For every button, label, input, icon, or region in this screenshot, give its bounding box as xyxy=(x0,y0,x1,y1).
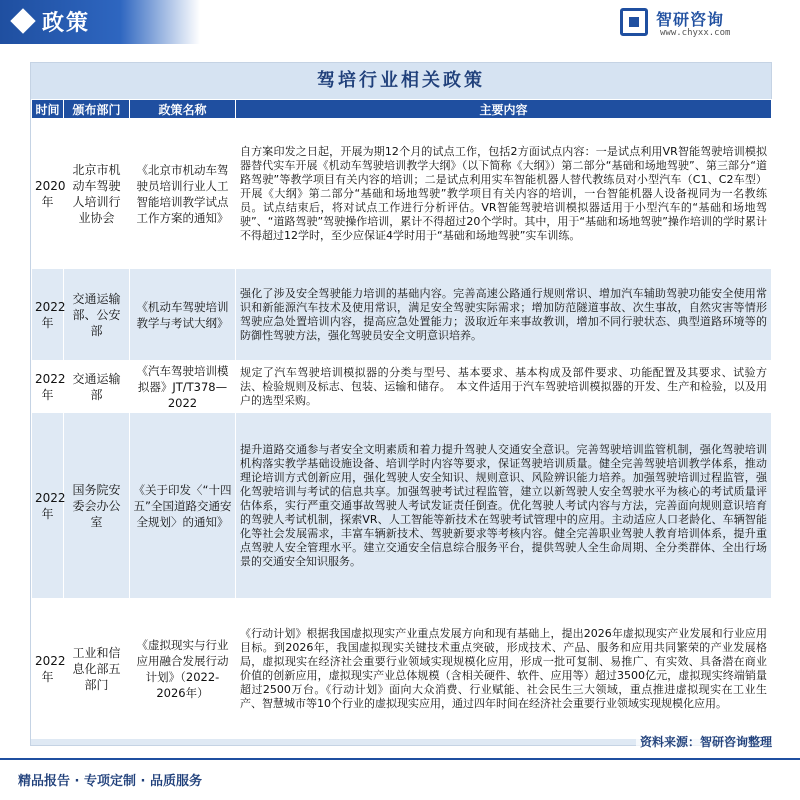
row-content: 规定了汽车驾驶培训模拟器的分类与型号、基本要求、基本构成及部件要求、功能配置及其要求、试验方法、检验规则及标志、包装、运输和储存。 本文件适用于汽车驾驶培训模拟器的开发、生产和检验，以及用户的选型采购。 xyxy=(236,361,772,413)
header-band xyxy=(0,0,200,44)
row-year: 2022年 xyxy=(32,413,64,599)
row-policy: 《机动车驾驶培训教学与考试大纲》 xyxy=(130,269,236,361)
page-footer xyxy=(0,735,800,800)
table-title: 驾培行业相关政策 xyxy=(31,63,771,99)
row-policy: 《虚拟现实与行业应用融合发展行动计划》（2022-2026年） xyxy=(130,599,236,739)
footer-tagline: 精品报告 · 专项定制 · 品质服务 xyxy=(18,774,202,789)
header-content: 主要内容 xyxy=(236,100,772,119)
page-header xyxy=(0,0,800,44)
row-content: 提升道路交通参与者安全文明素质和着力提升驾驶人交通安全意识。完善驾驶培训监管机制，强化驾驶培训机构落实教学基础设施设备、培训学时内容等要求，保证驾驶培训质量。健全完善驾驶培训教学体系，推动理论培训方式创新应用，强化驾驶人安全知识、规则意识、风险辨识能力培养。加强驾驶培训过程监管，强化驾驶培训与考试的信息共享。加强驾驶考试过程监管，建立以新驾驶人安全驾驶水平为核心的考试质量评估体系，实行严重交通事故驾驶人考试发证责任倒查。优化驾驶人考试内容与方法，完善面向规则意识培育的驾驶人考试机制，探索VR、人工智能等新技术在驾驶考试管理中的应用。主动适应人口老龄化、车辆智能化等社会发展需求，丰富车辆新技术、驾驶新要求等考核内容。健全完善职业驾驶人教育培训体系，提升重点驾驶人安全管理水平。建立交通安全信息综合服务平台，提供驾驶人全生命周期、全分类群体、全出行场景的交通安全知识服务。 xyxy=(236,413,772,599)
logo-name: 智研咨询 xyxy=(656,10,725,29)
header-year: 时间 xyxy=(32,100,64,119)
row-dept: 交通运输部、公安部 xyxy=(64,269,130,361)
table-row xyxy=(32,413,772,599)
table-row xyxy=(32,119,772,269)
row-content: 《行动计划》根据我国虚拟现实产业重点发展方向和现有基础上，提出2026年虚拟现实产业发展和行业应用目标。到2026年，我国虚拟现实关键技术重点突破，形成技术、产品、服务和应用共同繁荣的产业发展格局，虚拟现实在经济社会重要行业领域实现规模化应用，形成一批可复制、易推广、有实效、具备潜在商业价值的创新应用，虚拟现实产业总体规模（含相关硬件、软件、应用等）超过3500亿元，虚拟现实终端销量超过2500万台。《行动计划》面向大众消费、行业赋能、社会民生三大领域，重点推进虚拟现实在工业生产、智慧城市等10个行业的虚拟现实应用，通过四年时间在经济社会重要行业领域实现规模化应用。 xyxy=(236,599,772,739)
brand-logo xyxy=(620,4,780,44)
row-dept: 交通运输部 xyxy=(64,361,130,413)
row-policy: 《关于印发〈“十四五”全国道路交通安全规划〉的通知》 xyxy=(130,413,236,599)
row-content: 强化了涉及安全驾驶能力培训的基础内容。完善高速公路通行规则常识、增加汽车辅助驾驶功能安全使用常识和新能源汽车技术及使用常识，满足安全驾驶实际需求；增加防范隧道事故、次生事故，自然灾害等情形驾驶应急处置培训内容，提高应急处置能力；汲取近年来事故教训，增加不同行驶状态、典型道路环境等的防御性驾驶方法，强化驾驶员安全文明意识培养。 xyxy=(236,269,772,361)
section-title: 政策 xyxy=(42,10,91,36)
row-year: 2020年 xyxy=(32,119,64,269)
row-content: 自方案印发之日起，开展为期12个月的试点工作，包括2方面试点内容：一是试点利用VR智能驾驶培训模拟器替代实车开展《机动车驾驶培训教学大纲》（以下简称《大纲》）第二部分“基础和场地驾驶”、第三部分“道路驾驶”等教学项目有关内容的培训；二是试点利用实车智能机器人替代教练员对小型汽车（C1、C2车型）开展《大纲》第二部分“基础和场地驾驶”教学项目有关内容的培训，一台智能机器人设备视同为一名教练员。试点结束后，将对试点工作进行分析评估。VR智能驾驶培训模拟器适用于小型汽车的“基础和场地驾驶”、“道路驾驶”驾驶操作培训，累计不得超过20个学时。其中，用于“基础和场地驾驶”操作培训的学时累计不得超过12学时，至少应保证4学时用于“基础和场地驾驶”实车训练。 xyxy=(236,119,772,269)
row-dept: 北京市机动车驾驶人培训行业协会 xyxy=(64,119,130,269)
source-note: 资料来源：智研咨询整理 xyxy=(636,732,776,751)
row-year: 2022年 xyxy=(32,361,64,413)
row-policy: 《北京市机动车驾驶员培训行业人工智能培训教学试点工作方案的通知》 xyxy=(130,119,236,269)
row-year: 2022年 xyxy=(32,269,64,361)
row-dept: 国务院安委会办公室 xyxy=(64,413,130,599)
policy-table-frame xyxy=(30,62,772,746)
table-row xyxy=(32,361,772,413)
policy-table xyxy=(31,99,772,739)
header-dept: 颁布部门 xyxy=(64,100,130,119)
logo-mark-icon xyxy=(620,8,648,36)
diamond-icon xyxy=(10,8,35,33)
header-policy: 政策名称 xyxy=(130,100,236,119)
row-policy: 《汽车驾驶培训模拟器》JT/T378—2022 xyxy=(130,361,236,413)
table-row xyxy=(32,269,772,361)
table-row xyxy=(32,599,772,739)
logo-url: www.chyxx.com xyxy=(660,28,731,38)
table-header-row xyxy=(32,100,772,119)
row-year: 2022年 xyxy=(32,599,64,739)
row-dept: 工业和信息化部五部门 xyxy=(64,599,130,739)
